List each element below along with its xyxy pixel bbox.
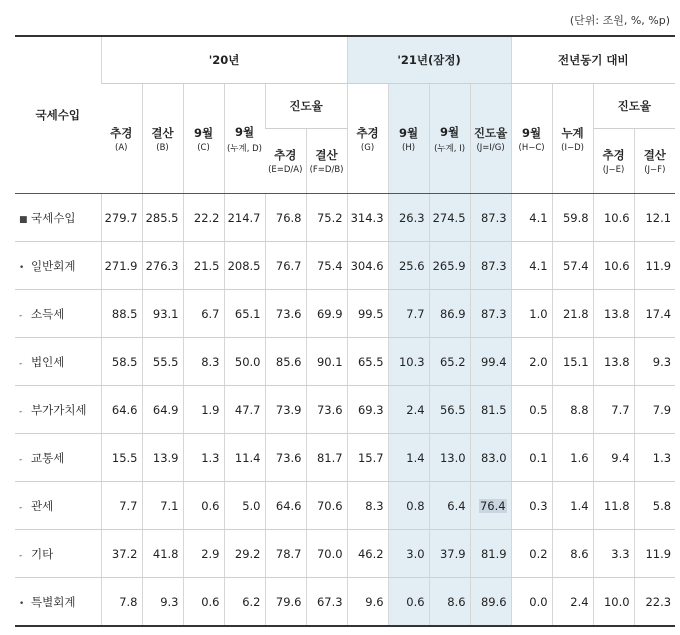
- col-header: 누계 (I−D): [552, 84, 593, 194]
- row-label: [15, 386, 101, 434]
- table-cell: 65.1: [224, 290, 265, 338]
- table-cell: 9.3: [634, 338, 675, 386]
- table-cell: 73.6: [306, 386, 347, 434]
- table-cell: 12.1: [634, 194, 675, 242]
- row-label-text: 부가가치세: [31, 402, 87, 417]
- table-cell: 99.4: [470, 338, 511, 386]
- row-marker: ■: [19, 214, 28, 225]
- table-cell: 304.6: [347, 242, 388, 290]
- table-cell: 1.0: [511, 290, 552, 338]
- table-cell: 7.7: [388, 290, 429, 338]
- table-cell: 86.9: [429, 290, 470, 338]
- table-cell: 7.1: [142, 482, 183, 530]
- table-row: [15, 386, 675, 434]
- table-cell: 8.3: [347, 482, 388, 530]
- col-header: 진도율 (J=I/G): [470, 84, 511, 194]
- unit-note: (단위: 조원, %, %p): [569, 14, 670, 27]
- table-cell: 47.7: [224, 386, 265, 434]
- table-cell: 7.7: [101, 482, 142, 530]
- table-row: [15, 578, 675, 627]
- table-cell: 4.1: [511, 242, 552, 290]
- table-cell: 69.3: [347, 386, 388, 434]
- table-cell: 314.3: [347, 194, 388, 242]
- table-cell: 79.6: [265, 578, 306, 627]
- table-cell: 89.6: [470, 578, 511, 627]
- table-row: [15, 434, 675, 482]
- table-cell: 93.1: [142, 290, 183, 338]
- table-cell: 0.5: [511, 386, 552, 434]
- table-cell: 6.7: [183, 290, 224, 338]
- row-label: [15, 530, 101, 578]
- row-label: [15, 578, 101, 627]
- table-row: [15, 338, 675, 386]
- table-cell: 81.9: [470, 530, 511, 578]
- table-cell: 10.6: [593, 242, 634, 290]
- table-cell: 8.3: [183, 338, 224, 386]
- row-label-text: 관세: [31, 498, 54, 513]
- table-cell: 70.0: [306, 530, 347, 578]
- table-cell: 10.3: [388, 338, 429, 386]
- group-header-2020: '20년: [101, 36, 347, 84]
- row-label: [15, 242, 101, 290]
- table-cell: 29.2: [224, 530, 265, 578]
- table-cell: 41.8: [142, 530, 183, 578]
- table-cell: 1.3: [183, 434, 224, 482]
- col-header: 9월 (누계, D): [224, 84, 265, 194]
- tax-revenue-table: [15, 35, 675, 627]
- table-cell: 64.6: [101, 386, 142, 434]
- row-label-text: 국세수입: [31, 210, 76, 225]
- col-header: 추경 (E=D/A): [265, 129, 306, 194]
- table-cell: 5.0: [224, 482, 265, 530]
- table-row: [15, 290, 675, 338]
- col-header: 9월 (H): [388, 84, 429, 194]
- table-cell: 75.2: [306, 194, 347, 242]
- table-cell: 0.8: [388, 482, 429, 530]
- table-cell: 83.0: [470, 434, 511, 482]
- row-label: [15, 290, 101, 338]
- row-label-text: 특별회계: [31, 594, 76, 609]
- row-marker: -: [19, 502, 23, 513]
- col-header: 결산 (B): [142, 84, 183, 194]
- table-cell: 67.3: [306, 578, 347, 627]
- table-cell: [470, 482, 511, 530]
- table-cell: 73.6: [265, 434, 306, 482]
- table-cell: 90.1: [306, 338, 347, 386]
- col-header: 추경 (J−E): [593, 129, 634, 194]
- table-cell: 87.3: [470, 242, 511, 290]
- row-label: [15, 194, 101, 242]
- row-label-text: 기타: [31, 546, 54, 561]
- table-cell: 75.4: [306, 242, 347, 290]
- table-cell: 76.7: [265, 242, 306, 290]
- table-cell: 0.1: [511, 434, 552, 482]
- col-header: 추경 (G): [347, 84, 388, 194]
- table-cell: 11.4: [224, 434, 265, 482]
- table-cell: 37.2: [101, 530, 142, 578]
- row-label-text: 교통세: [31, 450, 65, 465]
- table-cell: 6.2: [224, 578, 265, 627]
- table-cell: 0.0: [511, 578, 552, 627]
- table-cell: 13.9: [142, 434, 183, 482]
- table-row: [15, 482, 675, 530]
- table-cell: 7.8: [101, 578, 142, 627]
- table-cell: 8.6: [552, 530, 593, 578]
- table-cell: 2.0: [511, 338, 552, 386]
- row-label: [15, 482, 101, 530]
- table-cell: 22.2: [183, 194, 224, 242]
- table-cell: 65.2: [429, 338, 470, 386]
- table-cell: 15.5: [101, 434, 142, 482]
- table-cell: 15.1: [552, 338, 593, 386]
- table-cell: 11.9: [634, 530, 675, 578]
- table-cell: 57.4: [552, 242, 593, 290]
- table-cell: 0.6: [183, 482, 224, 530]
- table-cell: 64.9: [142, 386, 183, 434]
- col-header: 9월 (누계, I): [429, 84, 470, 194]
- table-cell: 59.8: [552, 194, 593, 242]
- table-cell: 7.7: [593, 386, 634, 434]
- row-label: [15, 338, 101, 386]
- progress-yoy-header: 진도율: [593, 84, 675, 129]
- table-cell: 279.7: [101, 194, 142, 242]
- table-cell: 85.6: [265, 338, 306, 386]
- table-cell: 4.1: [511, 194, 552, 242]
- table-cell: 0.6: [388, 578, 429, 627]
- table-cell: 6.4: [429, 482, 470, 530]
- table-cell: 99.5: [347, 290, 388, 338]
- row-marker: -: [19, 310, 23, 321]
- table-row: [15, 530, 675, 578]
- table-cell: 13.0: [429, 434, 470, 482]
- table-cell: 73.9: [265, 386, 306, 434]
- table-cell: 1.3: [634, 434, 675, 482]
- row-marker: -: [19, 550, 23, 561]
- col-header: 결산 (F=D/B): [306, 129, 347, 194]
- table-cell: 73.6: [265, 290, 306, 338]
- table-cell: 9.3: [142, 578, 183, 627]
- highlighted-value: 76.4: [479, 498, 506, 513]
- table-cell: 21.8: [552, 290, 593, 338]
- table-cell: 9.4: [593, 434, 634, 482]
- table-cell: 88.5: [101, 290, 142, 338]
- row-marker: -: [19, 454, 23, 465]
- row-label-text: 소득세: [31, 306, 65, 321]
- group-header-2021: '21년(잠정): [347, 36, 511, 84]
- table-cell: 2.9: [183, 530, 224, 578]
- table-cell: 81.5: [470, 386, 511, 434]
- table-cell: 70.6: [306, 482, 347, 530]
- col-header: 추경 (A): [101, 84, 142, 194]
- row-marker: •: [19, 262, 25, 273]
- table-cell: 15.7: [347, 434, 388, 482]
- table-row: [15, 242, 675, 290]
- group-header-yoy: 전년동기 대비: [511, 36, 675, 84]
- table-cell: 21.5: [183, 242, 224, 290]
- table-cell: 13.8: [593, 338, 634, 386]
- row-header: 국세수입: [15, 36, 101, 194]
- table-cell: 271.9: [101, 242, 142, 290]
- table-cell: 2.4: [388, 386, 429, 434]
- table-cell: 25.6: [388, 242, 429, 290]
- row-label-text: 법인세: [31, 354, 65, 369]
- table-cell: 69.9: [306, 290, 347, 338]
- col-header: 9월 (C): [183, 84, 224, 194]
- table-cell: 2.4: [552, 578, 593, 627]
- table-cell: 13.8: [593, 290, 634, 338]
- table-cell: 11.9: [634, 242, 675, 290]
- row-label-text: 일반회계: [31, 258, 76, 273]
- table-cell: 8.8: [552, 386, 593, 434]
- table-cell: 0.3: [511, 482, 552, 530]
- table-cell: 1.4: [552, 482, 593, 530]
- table-cell: 9.6: [347, 578, 388, 627]
- table-cell: 26.3: [388, 194, 429, 242]
- table-cell: 58.5: [101, 338, 142, 386]
- table-cell: 0.2: [511, 530, 552, 578]
- table-cell: 64.6: [265, 482, 306, 530]
- table-cell: 37.9: [429, 530, 470, 578]
- row-marker: -: [19, 406, 23, 417]
- table-cell: 76.8: [265, 194, 306, 242]
- table-cell: 1.4: [388, 434, 429, 482]
- table-cell: 65.5: [347, 338, 388, 386]
- progress-header: 진도율: [265, 84, 347, 129]
- col-header: 9월 (H−C): [511, 84, 552, 194]
- col-header: 결산 (J−F): [634, 129, 675, 194]
- table-cell: 11.8: [593, 482, 634, 530]
- table-cell: 3.3: [593, 530, 634, 578]
- table-cell: 0.6: [183, 578, 224, 627]
- row-marker: •: [19, 598, 25, 609]
- table-cell: 56.5: [429, 386, 470, 434]
- table-cell: 274.5: [429, 194, 470, 242]
- table-cell: 22.3: [634, 578, 675, 627]
- table-cell: 46.2: [347, 530, 388, 578]
- table-row: [15, 194, 675, 242]
- table-cell: 7.9: [634, 386, 675, 434]
- row-marker: -: [19, 358, 23, 369]
- table-cell: 87.3: [470, 194, 511, 242]
- table-cell: 10.6: [593, 194, 634, 242]
- table-cell: 1.9: [183, 386, 224, 434]
- table-cell: 265.9: [429, 242, 470, 290]
- table-cell: 214.7: [224, 194, 265, 242]
- table-cell: 1.6: [552, 434, 593, 482]
- table-cell: 50.0: [224, 338, 265, 386]
- table-cell: 208.5: [224, 242, 265, 290]
- table-cell: 55.5: [142, 338, 183, 386]
- table-cell: 78.7: [265, 530, 306, 578]
- table-cell: 8.6: [429, 578, 470, 627]
- table-cell: 5.8: [634, 482, 675, 530]
- table-cell: 3.0: [388, 530, 429, 578]
- table-cell: 87.3: [470, 290, 511, 338]
- table-cell: 276.3: [142, 242, 183, 290]
- table-cell: 285.5: [142, 194, 183, 242]
- table-cell: 10.0: [593, 578, 634, 627]
- table-cell: 81.7: [306, 434, 347, 482]
- row-label: [15, 434, 101, 482]
- table-cell: 17.4: [634, 290, 675, 338]
